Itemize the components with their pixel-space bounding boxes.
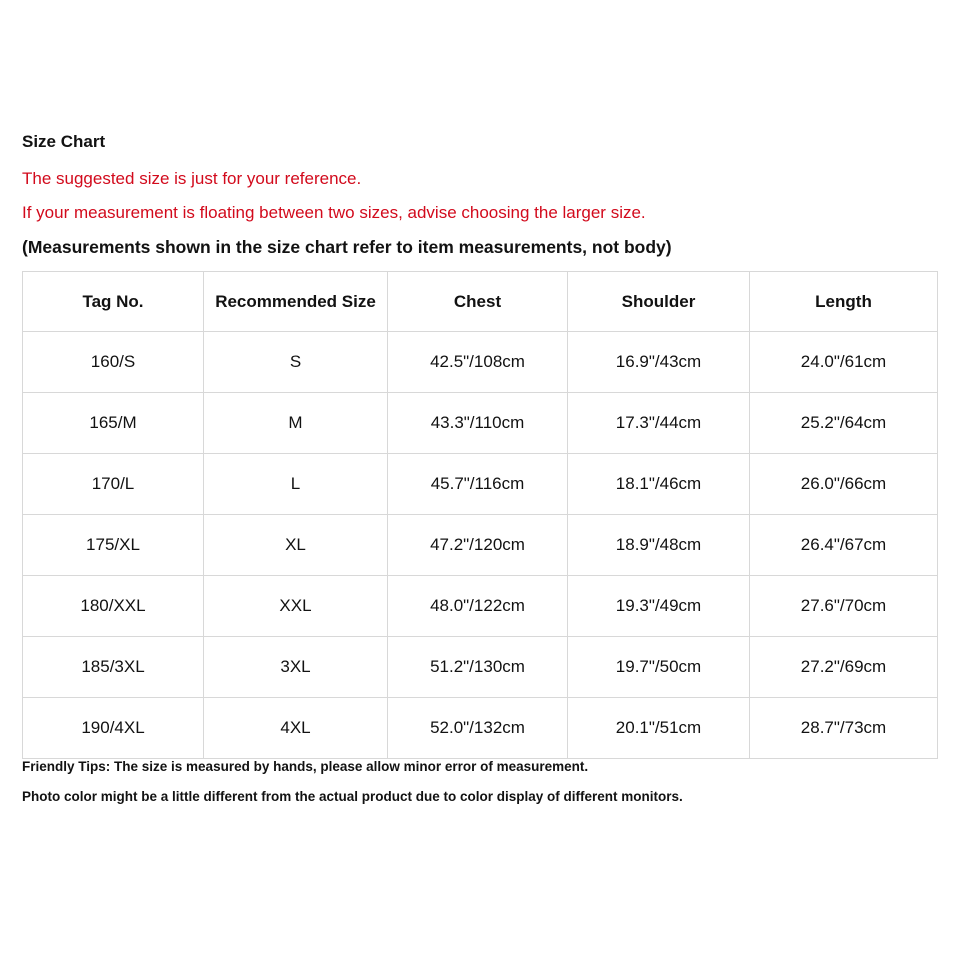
cell-recommended-size: S [204,332,388,393]
cell-chest: 48.0"/122cm [388,576,568,637]
cell-recommended-size: M [204,393,388,454]
cell-shoulder: 20.1"/51cm [568,698,750,759]
cell-shoulder: 16.9"/43cm [568,332,750,393]
cell-tag-no: 175/XL [23,515,204,576]
cell-chest: 52.0"/132cm [388,698,568,759]
table-row [23,454,938,515]
cell-chest: 47.2"/120cm [388,515,568,576]
table-row [23,576,938,637]
cell-length: 26.4"/67cm [750,515,938,576]
cell-recommended-size: L [204,454,388,515]
cell-shoulder: 17.3"/44cm [568,393,750,454]
size-table [22,271,938,759]
cell-tag-no: 185/3XL [23,637,204,698]
cell-length: 28.7"/73cm [750,698,938,759]
cell-tag-no: 160/S [23,332,204,393]
cell-chest: 45.7"/116cm [388,454,568,515]
column-header-shoulder: Shoulder [568,272,750,332]
cell-tag-no: 170/L [23,454,204,515]
column-header-length: Length [750,272,938,332]
cell-recommended-size: 4XL [204,698,388,759]
cell-length: 24.0"/61cm [750,332,938,393]
size-advice-note: If your measurement is floating between two sizes, advise choosing the larger size. [22,203,646,222]
column-header-recommended-size: Recommended Size [204,272,388,332]
table-row [23,637,938,698]
cell-length: 26.0"/66cm [750,454,938,515]
page-title: Size Chart [22,132,106,151]
cell-shoulder: 18.1"/46cm [568,454,750,515]
cell-length: 27.2"/69cm [750,637,938,698]
column-header-tag-no: Tag No. [23,272,204,332]
table-row [23,332,938,393]
cell-length: 27.6"/70cm [750,576,938,637]
photo-color-note: Photo color might be a little different from the actual product due to color display of different monitors. [22,789,683,804]
cell-chest: 43.3"/110cm [388,393,568,454]
measurement-disclaimer: (Measurements shown in the size chart refer to item measurements, not body) [22,237,672,257]
cell-chest: 51.2"/130cm [388,637,568,698]
table-row [23,393,938,454]
cell-recommended-size: 3XL [204,637,388,698]
column-header-chest: Chest [388,272,568,332]
cell-length: 25.2"/64cm [750,393,938,454]
table-row [23,515,938,576]
cell-shoulder: 18.9"/48cm [568,515,750,576]
table-header-row [23,272,938,332]
cell-tag-no: 190/4XL [23,698,204,759]
friendly-tips-note: Friendly Tips: The size is measured by hands, please allow minor error of measurement. [22,759,589,774]
cell-recommended-size: XXL [204,576,388,637]
cell-recommended-size: XL [204,515,388,576]
cell-shoulder: 19.3"/49cm [568,576,750,637]
cell-chest: 42.5"/108cm [388,332,568,393]
cell-tag-no: 180/XXL [23,576,204,637]
cell-shoulder: 19.7"/50cm [568,637,750,698]
size-reference-note: The suggested size is just for your reference. [22,169,362,188]
table-row [23,698,938,759]
cell-tag-no: 165/M [23,393,204,454]
